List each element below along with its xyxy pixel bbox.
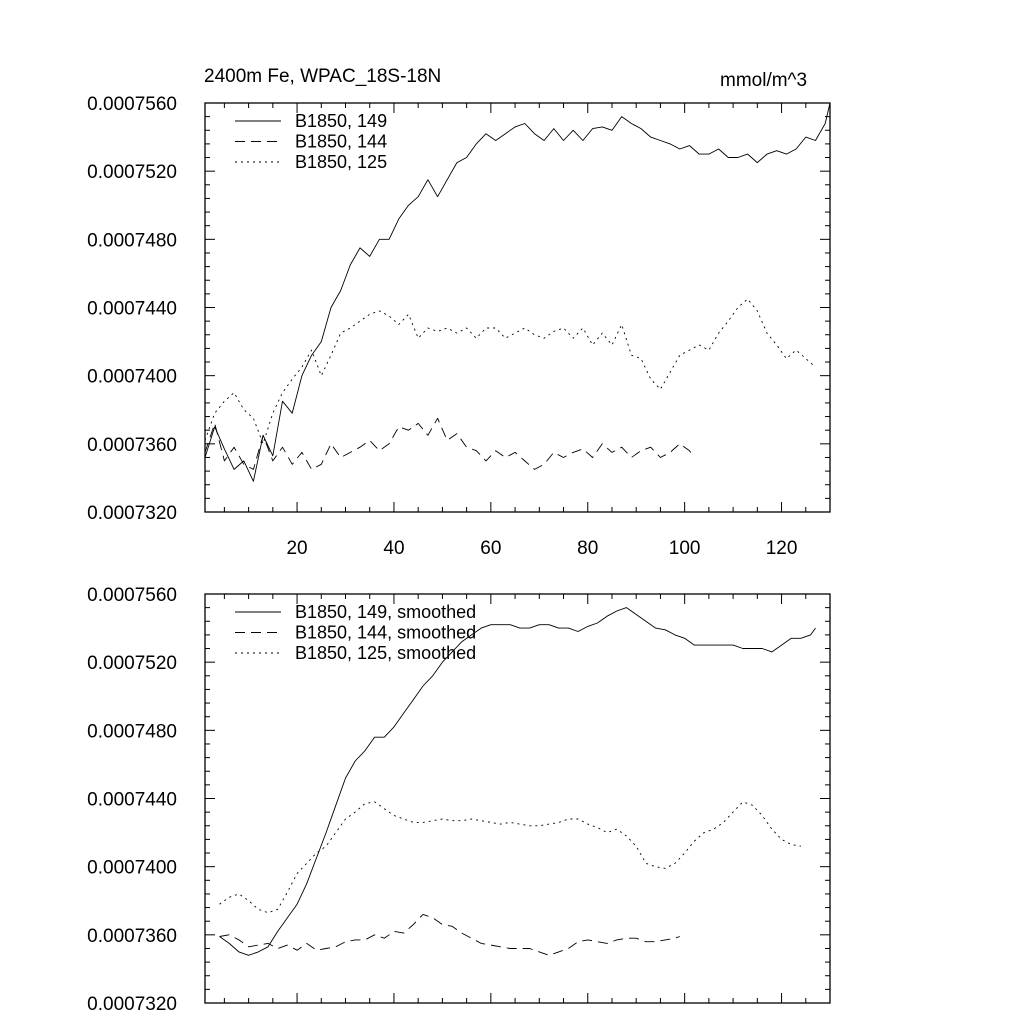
legend-label-3: B1850, 125	[295, 152, 388, 172]
x-tick-label: 100	[668, 538, 701, 559]
legend-label-2: B1850, 144	[295, 131, 388, 152]
y-tick-label: 0.0007360	[87, 434, 177, 456]
series-line-2	[220, 914, 680, 955]
x-tick-label: 20	[286, 538, 308, 559]
y-tick-label: 0.0007520	[87, 653, 177, 675]
y-tick-label: 0.0007560	[87, 585, 177, 606]
legend-label-2: B1850, 144, smoothed	[295, 622, 477, 643]
y-tick-label: 0.0007560	[87, 94, 177, 115]
series-line-3	[220, 802, 801, 913]
legend-label-1: B1850, 149	[295, 111, 388, 131]
top-panel	[87, 94, 830, 559]
bottom-panel	[87, 585, 830, 1015]
y-tick-label: 0.0007400	[87, 366, 177, 388]
x-tick-label: 40	[383, 538, 405, 559]
series-line-3	[205, 299, 816, 444]
x-tick-label: 80	[577, 538, 599, 559]
y-tick-label: 0.0007400	[87, 857, 177, 879]
y-tick-label: 0.0007320	[87, 503, 177, 524]
x-tick-label: 120	[765, 538, 798, 559]
y-tick-label: 0.0007520	[87, 162, 177, 184]
y-tick-label: 0.0007320	[87, 994, 177, 1015]
legend-label-3: B1850, 125, smoothed	[295, 643, 477, 663]
legend-label-1: B1850, 149, smoothed	[295, 602, 477, 622]
y-tick-label: 0.0007440	[87, 298, 177, 320]
y-tick-label: 0.0007360	[87, 925, 177, 947]
y-tick-label: 0.0007440	[87, 789, 177, 811]
units-label: mmol/m^3	[720, 70, 808, 91]
chart-title: 2400m Fe, WPAC_18S-18N	[204, 66, 442, 87]
x-tick-label: 60	[480, 538, 502, 559]
y-tick-label: 0.0007480	[87, 721, 177, 743]
y-tick-label: 0.0007480	[87, 230, 177, 252]
